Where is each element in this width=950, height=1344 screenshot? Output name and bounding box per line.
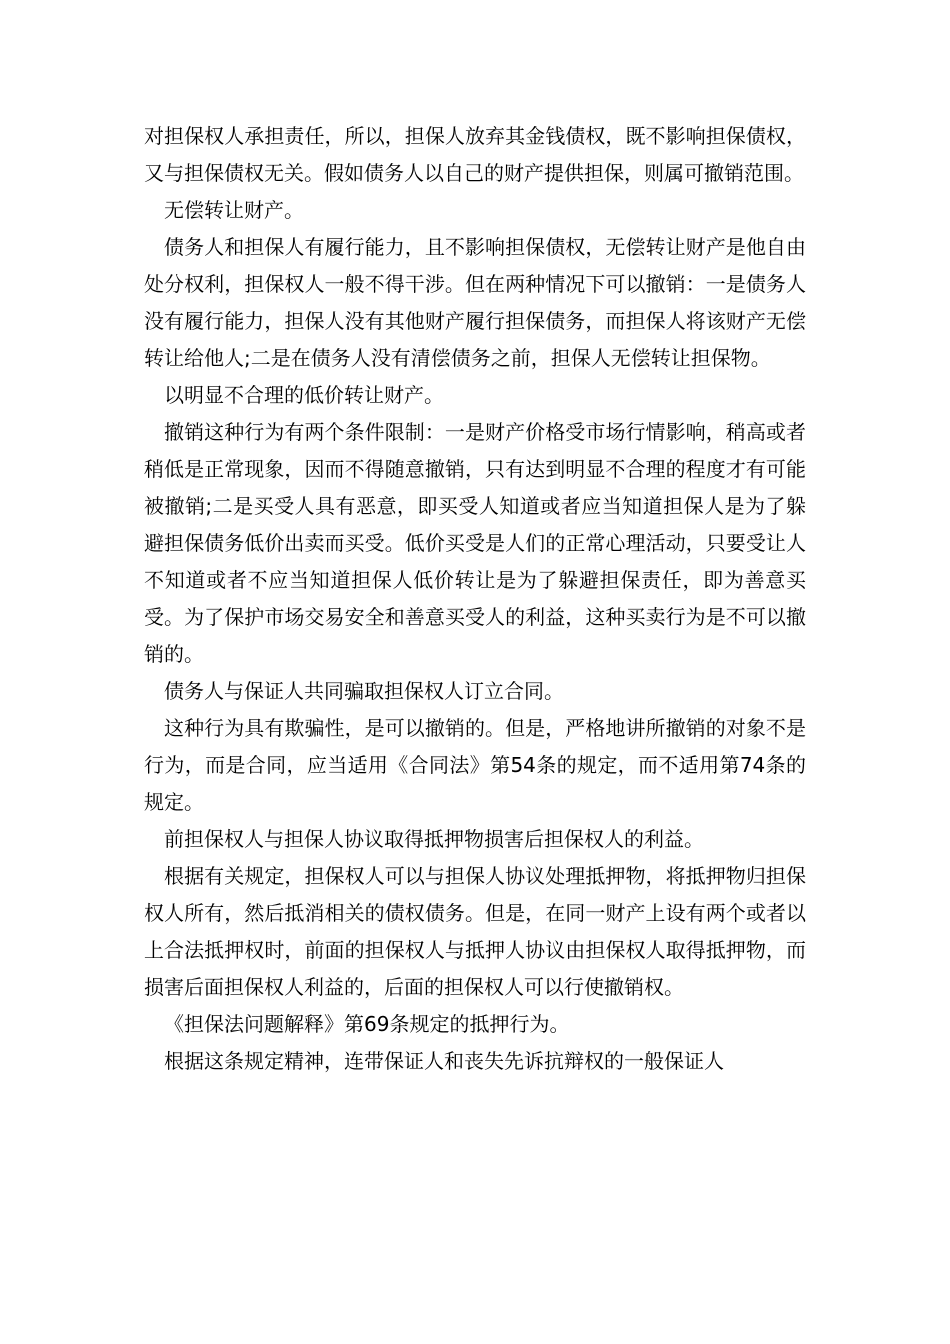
section-heading-gratuitous-transfer: 无偿转让财产。 <box>164 198 304 222</box>
paragraph-continuation: 对担保权人承担责任，所以，担保人放弃其金钱债权，既不影响担保债权，又与担保债权无关。假如债务人以自己的财产提供担保，则属可撤销范围。 <box>144 124 806 185</box>
paragraph: 债务人和担保人有履行能力，且不影响担保债权，无偿转让财产是他自由处分权利，担保权人一般不得干涉。但在两种情况下可以撤销：一是债务人没有履行能力，担保人没有其他财产履行担保债务，而担保人将该财产无偿转让给他人;二是在债务人没有清偿债务之前，担保人无偿转让担保物。 <box>144 235 806 370</box>
section-heading-prior-mortgagee: 前担保权人与担保人协议取得抵押物损害后担保权人的利益。 <box>164 827 704 851</box>
section-heading-fraud-contract: 债务人与保证人共同骗取担保权人订立合同。 <box>164 679 564 703</box>
paragraph: 这种行为具有欺骗性，是可以撤销的。但是，严格地讲所撤销的对象不是行为，而是合同，应当适用《合同法》第54条的规定，而不适用第74条的规定。 <box>144 716 806 814</box>
section-heading-low-price-transfer: 以明显不合理的低价转让财产。 <box>164 383 444 407</box>
section-heading-article-69: 《担保法问题解释》第69条规定的抵押行为。 <box>164 1012 570 1036</box>
paragraph-truncated: 根据这条规定精神，连带保证人和丧失先诉抗辩权的一般保证人 <box>164 1049 724 1073</box>
paragraph: 撤销这种行为有两个条件限制：一是财产价格受市场行情影响，稍高或者稍低是正常现象，因而不得随意撤销，只有达到明显不合理的程度才有可能被撤销;二是买受人具有恶意，即买受人知道或者应当知道担保人是为了躲避担保债务低价出卖而买受。低价买受是人们的正常心理活动，只要受让人不知道或者不应当知道担保人低价转让是为了躲避担保责任，即为善意买受。为了保护市场交易安全和善意买受人的利益，这种买卖行为是不可以撤销的。 <box>144 420 806 666</box>
paragraph: 根据有关规定，担保权人可以与担保人协议处理抵押物，将抵押物归担保权人所有，然后抵消相关的债权债务。但是，在同一财产上设有两个或者以上合法抵押权时，前面的担保权人与抵押人协议由担保权人取得抵押物，而损害后面担保权人利益的，后面的担保权人可以行使撤销权。 <box>144 864 806 999</box>
